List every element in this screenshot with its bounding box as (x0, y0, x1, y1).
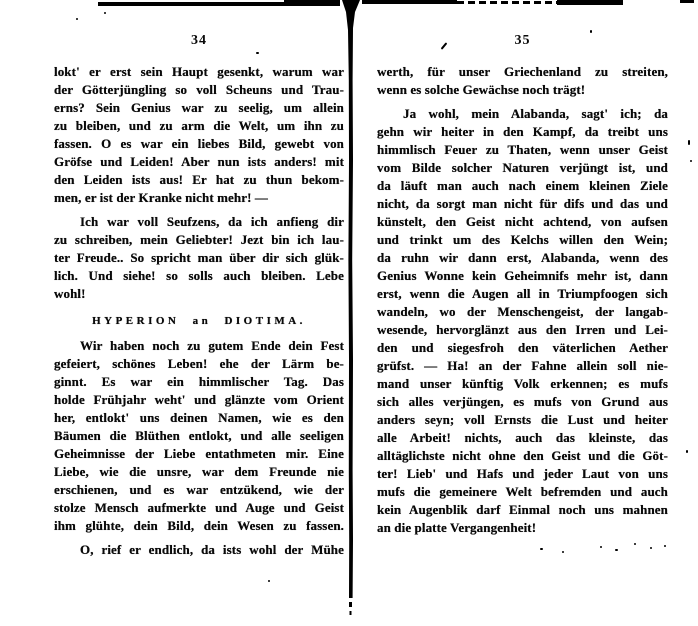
paragraph (54, 337, 344, 535)
text-line: gehn wir heiter in den Kampf, da treibt uns (377, 124, 668, 139)
text-line: mufs die gemeinere Welt befremden und auch (377, 484, 668, 499)
scan-speck (562, 551, 564, 553)
text-line: Geheimnisse der Liebe entathmeten mir. Eine (54, 446, 344, 461)
text-line: der Götterjüngling so voll Scheuns und Trau- (54, 82, 344, 97)
text-line: ihm glühte, dein Bild, dein Wesen zu fassen. (54, 518, 344, 533)
text-line: lich. Und siehe! so solls auch bleiben. Lebe (54, 268, 344, 283)
text-line: den und siegesfroh den väterlichen Aether (377, 340, 668, 355)
text-line: grüfst. — Ha! an der Fahne allein soll nie- (377, 358, 668, 373)
letter-heading: HYPERION an DIOTIMA. (92, 315, 306, 327)
paragraph (377, 63, 668, 99)
text-line: fassen. O es war ein liebes Bild, gewebt von (54, 136, 344, 151)
text-line: mand unser künftig Volk erkennen; es mufs (377, 376, 668, 391)
text-line: erschienen, und es war entzükend, wie der (54, 482, 344, 497)
text-line: holde Frühjahr weht' und glänzte vom Orient (54, 392, 344, 407)
page-text-column-right (377, 63, 668, 543)
scan-speck (634, 543, 636, 545)
scan-speck (590, 30, 592, 33)
text-line: an die platte Vergangenheit! (377, 520, 537, 535)
text-line: wohl! (54, 286, 86, 301)
text-line: stolze Mensch aufmerkte und Auge und Geist (54, 500, 344, 515)
scan-speck (650, 547, 652, 549)
text-line: wesende, hervorglänzt aus den Irren und Lei- (377, 322, 668, 337)
text-line: O, rief er endlich, da ists wohl der Mühe (80, 542, 344, 557)
text-line: und trinkt um des Kelchs willen den Wein; (377, 232, 668, 247)
scan-speck (268, 580, 270, 582)
paragraph (377, 105, 668, 537)
scan-speck (690, 160, 692, 162)
text-line: zu bleiben, und zu arm die Welt, um ihn zu (54, 118, 344, 133)
text-line: sich alles verjüngen, es mufs von Grund aus (377, 394, 668, 409)
text-line: wenn es solche Gewächse noch trägt! (377, 82, 586, 97)
scan-speck (688, 140, 690, 145)
scan-edge-top (557, 0, 623, 5)
text-line: Liebe, wie die unsre, war dem Freunde nie (54, 464, 344, 479)
text-line: Wir haben noch zu gutem Ende dein Fest (80, 338, 344, 353)
text-line: werth, für unser Griechenland zu streiten, (377, 64, 668, 79)
text-line: men, er ist der Kranke nicht mehr! — (54, 190, 268, 205)
scan-speck (256, 52, 259, 54)
text-line: wandeln, wo der Menschengeist, der langab- (377, 304, 668, 319)
text-line: her, entlokt' uns deinen Namen, wie es den (54, 410, 344, 425)
text-line: Ja wohl, mein Alabanda, sagt' ich; da (403, 106, 668, 121)
text-line: Genius Wonne kein Geheimnifs mehr ist, dann (377, 268, 668, 283)
page-number-right: 35 (514, 33, 531, 48)
text-line: alltäglichste nicht ohne den Geist und die Göt- (377, 448, 668, 463)
scan-edge-top (284, 0, 340, 6)
paragraph (54, 63, 344, 207)
text-line: ter! Lieb' und Hafs und jeder Laut von uns (377, 466, 668, 481)
scan-speck (615, 549, 618, 551)
scan-edge-top (98, 2, 284, 6)
text-line: Bäumen die Blüthen entlokt, und alle seeligen (54, 428, 344, 443)
scan-speck (600, 546, 602, 548)
scan-speck (686, 450, 688, 453)
text-line: Gröfse und Leiden! Aber nun ists anders! mit (54, 154, 344, 169)
text-line: kein Augenblik darf Einmal noch uns mahnen (377, 502, 668, 517)
scan-edge-top (457, 1, 557, 4)
text-line: lokt' er erst sein Haupt gesenkt, warum war (54, 64, 344, 79)
text-line: Ich war voll Seufzens, da ich anfieng dir (80, 214, 344, 229)
text-line: anders seyn; voll Ernsts die Lust und heiter (377, 412, 668, 427)
text-line: ter Freude.. So spricht man über dir sich glük- (54, 250, 344, 265)
scan-edge-top (680, 0, 694, 3)
text-line: nicht, da sorgt man nicht für difs und das und (377, 196, 668, 211)
text-line: erns? Sein Genius war zu seelig, um allein (54, 100, 344, 115)
text-line: zu schreiben, mein Geliebter! Jezt bin ich lau- (54, 232, 344, 247)
scan-speck (104, 12, 106, 14)
page-number-left: 34 (191, 33, 207, 48)
scan-speck (76, 18, 78, 20)
paragraph (54, 213, 344, 303)
text-line: den Leiden ists aus! Er hat zu thun bekom- (54, 172, 344, 187)
text-line: künstelt, den Geist nicht achtend, von aufsen (377, 214, 668, 229)
text-line: ginnt. Es war ein himmlischer Tag. Das (54, 374, 344, 389)
text-line: gefeiert, schönes Leben! ehe der Lärm be- (54, 356, 344, 371)
page-text-column-left (54, 63, 344, 565)
paragraph (54, 541, 344, 559)
text-line: da läuft man auch nach einem kleinen Ziele (377, 178, 668, 193)
scan-speck (540, 548, 543, 550)
text-line: vom Bilde solcher Naturen verjüngt ist, und (377, 160, 668, 175)
text-line: himmlisch Feuer zu Thaten, wenn unser Geist (377, 142, 668, 157)
text-line: alle Arbeit! nichts, auch das kleinste, das (377, 430, 668, 445)
text-line: erst, wenn die Augen all in Triumpfoogen sich (377, 286, 668, 301)
scan-speck (664, 545, 666, 547)
text-line: da ruhn wir dann erst, Alabanda, wenn des (377, 250, 668, 265)
scan-edge-top (362, 0, 457, 4)
